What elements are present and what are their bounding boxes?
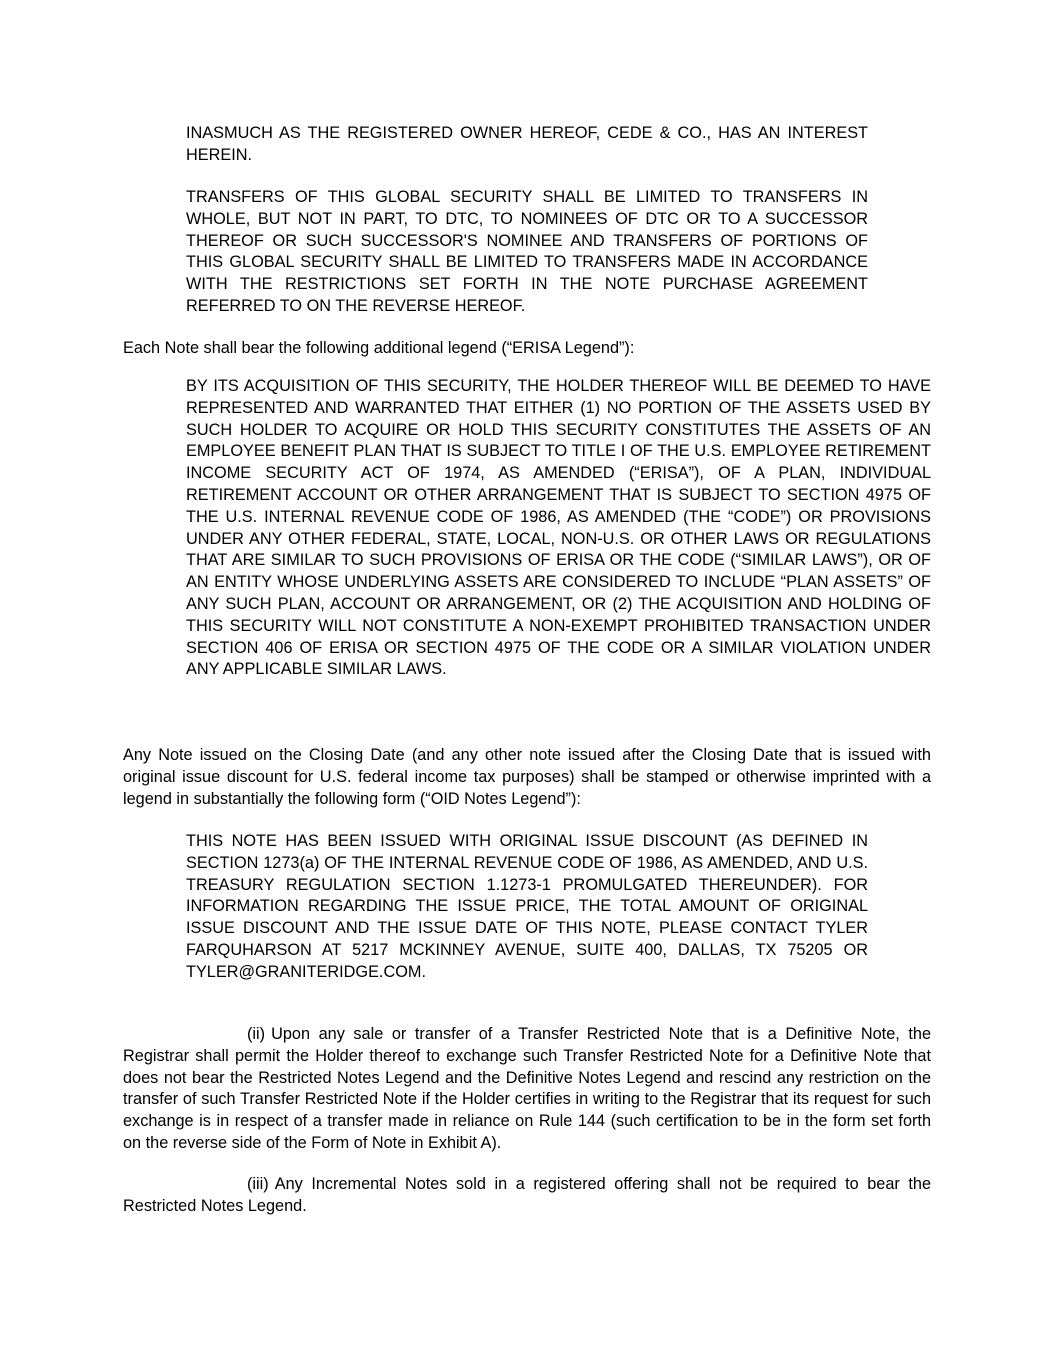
- oid-legend-intro: Any Note issued on the Closing Date (and any other note issued after the Closing Date that is issued with original issue discount for U.S. federal income tax purposes) shall be stamped or otherwise imprinted with a legend in substantially the following form (“OID Notes Legend”):: [123, 746, 931, 808]
- clause-ii: [123, 1024, 931, 1155]
- erisa-legend-intro: Each Note shall bear the following additional legend (“ERISA Legend”):: [123, 339, 635, 357]
- oid-notes-legend: THIS NOTE HAS BEEN ISSUED WITH ORIGINAL ISSUE DISCOUNT (AS DEFINED IN SECTION 1273(a) OF THE INTERNAL REVENUE CODE OF 1986, AS AMENDED, AND U.S. TREASURY REGULATION SECTION 1.1273-1 PROMULGATED THEREUNDER). FOR INFORMATION REGARDING THE ISSUE PRICE, THE TOTAL AMOUNT OF ORIGINAL ISSUE DISCOUNT AND THE ISSUE DATE OF THIS NOTE, PLEASE CONTACT TYLER FARQUHARSON AT 5217 MCKINNEY AVENUE, SUITE 400, DALLAS, TX 75205 OR TYLER@GRANITERIDGE.COM.: [186, 832, 868, 981]
- clause-iii: [123, 1174, 931, 1218]
- global-security-transfer-legend: TRANSFERS OF THIS GLOBAL SECURITY SHALL BE LIMITED TO TRANSFERS IN WHOLE, BUT NOT IN PART, TO DTC, TO NOMINEES OF DTC OR TO A SUCCESSOR THEREOF OR SUCH SUCCESSOR'S NOMINEE AND TRANSFERS OF PORTIONS OF THIS GLOBAL SECURITY SHALL BE LIMITED TO TRANSFERS MADE IN ACCORDANCE WITH THE RESTRICTIONS SET FORTH IN THE NOTE PURCHASE AGREEMENT REFERRED TO ON THE REVERSE HEREOF.: [186, 188, 868, 315]
- clause-iii-number: (iii): [247, 1175, 269, 1193]
- erisa-legend: BY ITS ACQUISITION OF THIS SECURITY, THE HOLDER THEREOF WILL BE DEEMED TO HAVE REPRESENTED AND WARRANTED THAT EITHER (1) NO PORTION OF THE ASSETS USED BY SUCH HOLDER TO ACQUIRE OR HOLD THIS SECURITY CONSTITUTES THE ASSETS OF AN EMPLOYEE BENEFIT PLAN THAT IS SUBJECT TO TITLE I OF THE U.S. EMPLOYEE RETIREMENT INCOME SECURITY ACT OF 1974, AS AMENDED (“ERISA”), OF A PLAN, INDIVIDUAL RETIREMENT ACCOUNT OR OTHER ARRANGEMENT THAT IS SUBJECT TO SECTION 4975 OF THE U.S. INTERNAL REVENUE CODE OF 1986, AS AMENDED (THE “CODE”) OR PROVISIONS UNDER ANY OTHER FEDERAL, STATE, LOCAL, NON-U.S. OR OTHER LAWS OR REGULATIONS THAT ARE SIMILAR TO SUCH PROVISIONS OF ERISA OR THE CODE (“SIMILAR LAWS”), OR OF AN ENTITY WHOSE UNDERLYING ASSETS ARE CONSIDERED TO INCLUDE “PLAN ASSETS” OF ANY SUCH PLAN, ACCOUNT OR ARRANGEMENT, OR (2) THE ACQUISITION AND HOLDING OF THIS SECURITY WILL NOT CONSTITUTE A NON-EXEMPT PROHIBITED TRANSACTION UNDER SECTION 406 OF ERISA OR SECTION 4975 OF THE CODE OR A SIMILAR VIOLATION UNDER ANY APPLICABLE SIMILAR LAWS.: [186, 377, 931, 679]
- clause-ii-text: Upon any sale or transfer of a Transfer Restricted Note that is a Definitive Note, the Registrar shall permit the Holder thereof to exchange such Transfer Restricted Note for a Definitive Note that does not bear the Restricted Notes Legend and the Definitive Notes Legend and rescind any restriction on the transfer of such Transfer Restricted Note if the Holder certifies in writing to the Registrar that its request for such exchange is in respect of a transfer made in reliance on Rule 144 (such certification to be in the form set forth on the reverse side of the Form of Note in Exhibit A).: [123, 1025, 931, 1152]
- clause-ii-number: (ii): [247, 1025, 266, 1043]
- clause-iii-text: Any Incremental Notes sold in a registered offering shall not be required to bear the Restricted Notes Legend.: [123, 1175, 931, 1215]
- interest-legend: INASMUCH AS THE REGISTERED OWNER HEREOF, CEDE & CO., HAS AN INTEREST HEREIN.: [186, 124, 868, 164]
